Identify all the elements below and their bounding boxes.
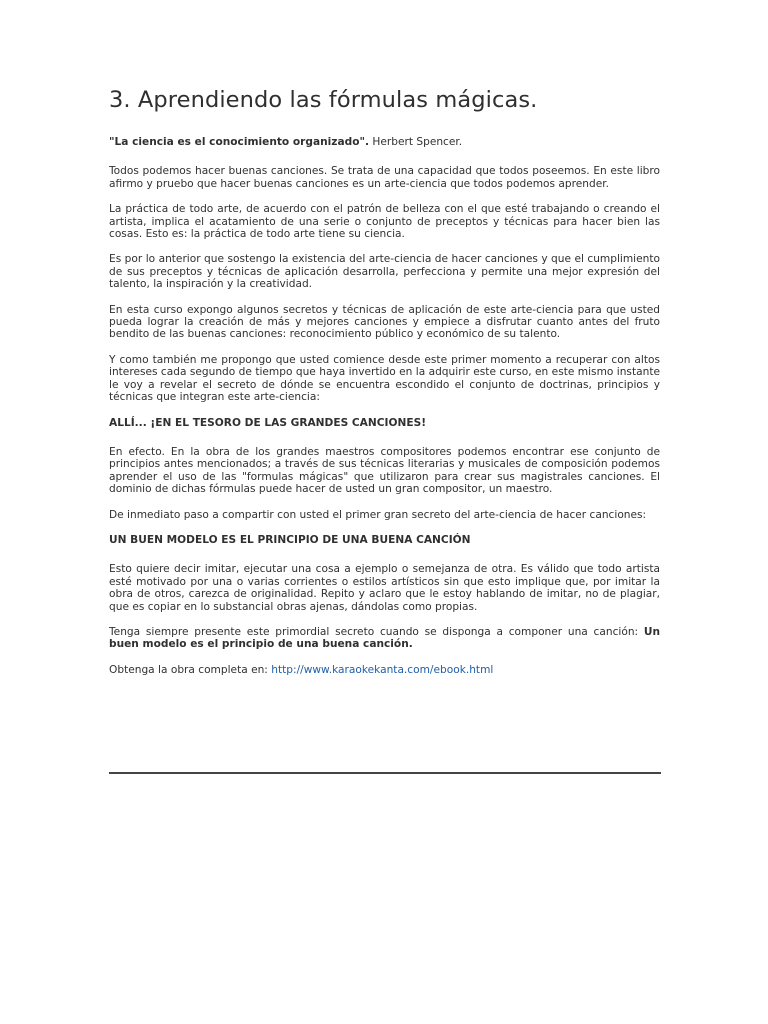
horizontal-rule bbox=[109, 772, 661, 774]
paragraph-6: En efecto. En la obra de los grandes maestros compositores podemos encontrar ese conjunto de principios antes mencionados; a través de sus técnicas literarias y musicales de composición podemos aprender el uso de las "formulas mágicas" que utilizaron para crear sus magistrales canciones. El dominio de dichas fórmulas puede hacer de usted un gran compositor, un maestro. bbox=[109, 445, 660, 496]
paragraph-7: De inmediato paso a compartir con usted el primer gran secreto del arte-ciencia de hacer canciones: bbox=[109, 508, 647, 521]
paragraph-2: La práctica de todo arte, de acuerdo con el patrón de belleza con el que esté trabajando o creando el artista, implica el acatamiento de una serie o conjunto de preceptos y técnicas para hacer bien las cosas. Esto es: la práctica de todo arte tiene su ciencia. bbox=[109, 203, 660, 241]
epigraph-author: Herbert Spencer. bbox=[372, 136, 463, 148]
ebook-link[interactable]: http://www.karaokekanta.com/ebook.html bbox=[271, 663, 494, 676]
paragraph-8: Esto quiere decir imitar, ejecutar una cosa a ejemplo o semejanza de otra. Es válido que todo artista esté motivado por una o varias corrientes o estilos artísticos sin que esto implique que, por imitar la obra de otros, carezca de originalidad. Repito y aclaro que le estoy hablando de imitar, no de plagiar, que es copiar en lo substancial obras ajenas, dándolas como propias. bbox=[109, 563, 660, 613]
paragraph-10 bbox=[109, 664, 660, 676]
paragraph-3: Es por lo anterior que sostengo la existencia del arte-ciencia de hacer canciones y que el cumplimiento de sus preceptos y técnicas de aplicación desarrolla, perfecciona y permite una mejor expresión del talento, la inspiración y la creatividad. bbox=[109, 253, 660, 291]
paragraph-9-text: Tenga siempre presente este primordial secreto cuando se disponga a componer una canción: bbox=[109, 625, 644, 638]
epigraph-quote: "La ciencia es el conocimiento organizado". bbox=[109, 136, 370, 148]
chapter-title: 3. Aprendiendo las fórmulas mágicas. bbox=[109, 87, 538, 113]
section-heading-model: UN BUEN MODELO ES EL PRINCIPIO DE UNA BUENA CANCIÓN bbox=[109, 533, 471, 546]
paragraph-4: En esta curso expongo algunos secretos y técnicas de aplicación de este arte-ciencia para que usted pueda lograr la creación de más y mejores canciones y empiece a disfrutar cuanto antes del fruto bendito de las buenas canciones: reconocimiento público y económico de su talento. bbox=[109, 303, 660, 341]
section-heading-treasure: ALLÍ... ¡EN EL TESORO DE LAS GRANDES CANCIONES! bbox=[109, 416, 427, 429]
document-body bbox=[109, 86, 660, 689]
paragraph-9-emphasis: Un buen modelo es el principio de una buena canción. bbox=[109, 625, 660, 651]
epigraph bbox=[109, 136, 660, 148]
paragraph-9 bbox=[109, 626, 660, 651]
paragraph-10-text: Obtenga la obra completa en: bbox=[109, 663, 272, 676]
paragraph-5: Y como también me propongo que usted comience desde este primer momento a recuperar con altos intereses cada segundo de tiempo que haya invertido en la adquirir este curso, en este mismo instante le voy a revelar el secreto de dónde se encuentra escondido el conjunto de doctrinas, principios y técnicas que integran este arte-ciencia: bbox=[109, 353, 660, 404]
paragraph-1: Todos podemos hacer buenas canciones. Se trata de una capacidad que todos poseemos. En este libro afirmo y pruebo que hacer buenas canciones es un arte-ciencia que todos podemos aprender. bbox=[109, 165, 660, 190]
